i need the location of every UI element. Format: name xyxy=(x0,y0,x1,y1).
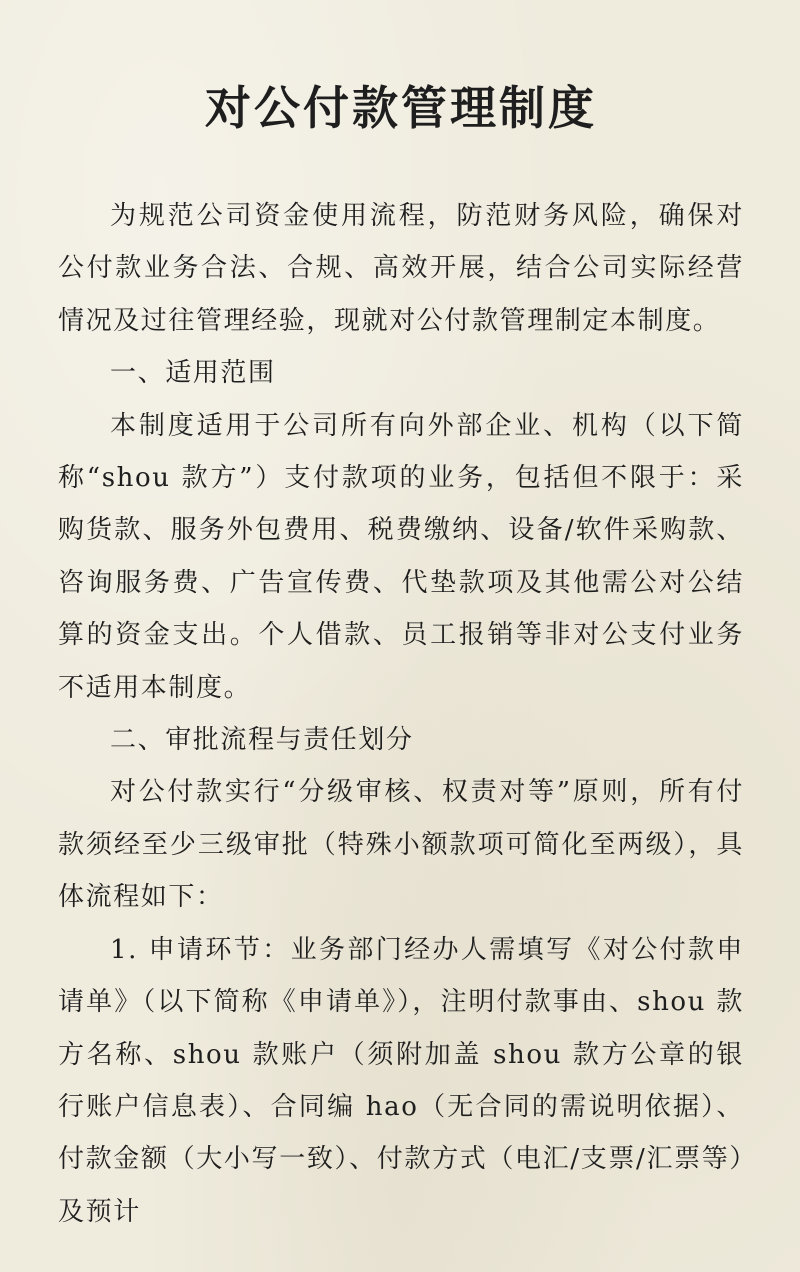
section-heading-scope: 一、适用范围 xyxy=(110,358,276,389)
approval-paragraph: 对公付款实行“分级审核、权责对等”原则，所有付款须经至少三级审批（特殊小额款项可简化至两级），具体流程如下： xyxy=(58,777,744,913)
document-title: 对公付款管理制度 xyxy=(205,81,597,135)
scope-paragraph: 本制度适用于公司所有向外部企业、机构（以下简称“shou 款方”）支付款项的业务，包括但不限于：采购货款、服务外包费用、税费缴纳、设备/软件采购款、咨询服务费、广告宣传费、代垫款项及其他需公对公结算的资金支出。个人借款、员工报销等非对公支付业务不适用本制度。 xyxy=(58,410,744,703)
application-step-paragraph: 1. 申请环节：业务部门经办人需填写《对公付款申请单》（以下简称《申请单》），注明付款事由、shou 款方名称、shou 款账户（须附加盖 shou 款方公章的银行账户信息表）、合同编 hao（无合同的需说明依据）、付款金额（大小写一致）、付款方式（电汇/支票/汇票等）及预计 xyxy=(58,934,744,1227)
intro-paragraph: 为规范公司资金使用流程，防范财务风险，确保对公付款业务合法、合规、高效开展，结合公司实际经营情况及过往管理经验，现就对公付款管理制定本制度。 xyxy=(58,201,744,336)
section-heading-approval: 二、审批流程与责任划分 xyxy=(110,725,414,756)
document-body xyxy=(58,190,744,1238)
